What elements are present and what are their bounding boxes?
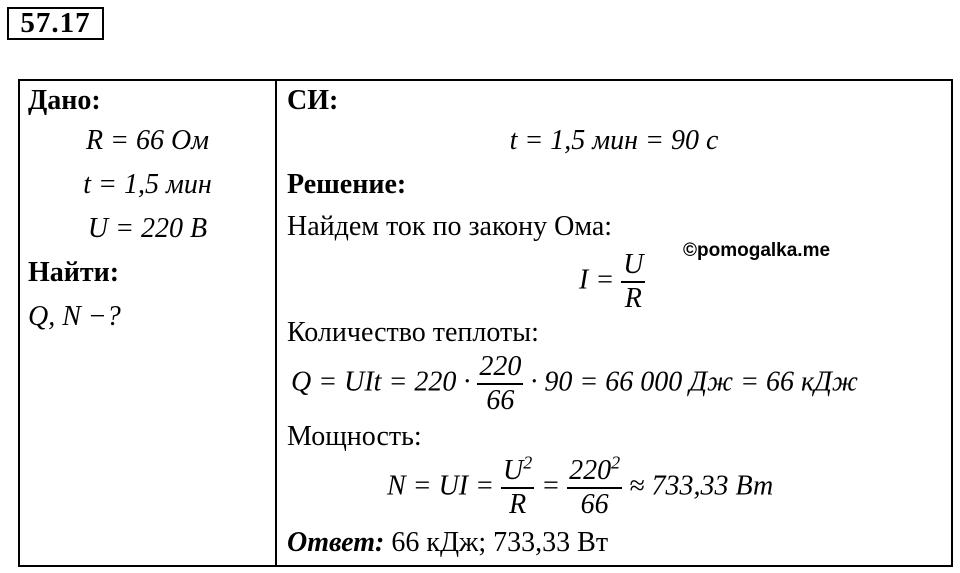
power-denominator-2: 66 <box>580 489 609 520</box>
si-conversion: t = 1,5 мин = 90 с <box>509 125 719 156</box>
power-num2-base: 220 <box>569 455 612 486</box>
solution-column <box>277 81 951 565</box>
watermark: ©pomogalka.me <box>683 240 831 261</box>
heat-numerator: 220 <box>477 351 523 385</box>
power-rhs: ≈ 733,33 Вт <box>629 470 774 502</box>
step1-text: Найдем ток по закону Ома: <box>287 211 613 242</box>
si-header: СИ: <box>287 85 339 116</box>
given-voltage: U = 220 В <box>87 213 208 244</box>
step3-text: Мощность: <box>287 421 422 452</box>
power-num1-exp: 2 <box>523 452 533 473</box>
power-numerator-2 <box>567 452 622 489</box>
ohm-law-formula <box>579 249 645 315</box>
answer-label: Ответ: <box>287 527 385 558</box>
power-fraction-1 <box>501 452 534 521</box>
answer-line <box>287 527 608 559</box>
heat-rhs: · 90 = 66 000 Дж = 66 кДж <box>530 366 858 398</box>
ohm-law-lhs: I = <box>579 264 615 296</box>
power-num2-exp: 2 <box>611 452 621 473</box>
power-denominator-1: R <box>509 489 527 520</box>
given-resistance: R = 66 Ом <box>85 125 210 156</box>
heat-fraction <box>477 351 523 417</box>
ohm-law-numerator: U <box>621 249 645 283</box>
solution-header: Решение: <box>287 169 407 200</box>
given-header: Дано: <box>28 85 101 116</box>
heat-lhs: Q = UIt = 220 · <box>291 366 471 398</box>
heat-denominator: 66 <box>486 385 515 416</box>
power-num1-base: U <box>503 455 524 486</box>
power-fraction-2 <box>567 452 622 521</box>
power-formula <box>387 452 774 521</box>
power-lhs: N = UI = <box>387 470 495 502</box>
step2-text: Количество теплоты: <box>287 317 539 348</box>
ohm-law-fraction <box>621 249 645 315</box>
given-time: t = 1,5 мин <box>83 169 212 200</box>
problem-number: 57.17 <box>7 7 104 40</box>
power-equals: = <box>541 470 561 502</box>
power-numerator-1 <box>501 452 534 489</box>
heat-formula <box>291 351 858 417</box>
find-quantities: Q, N −? <box>28 301 121 332</box>
answer-value: 66 кДж; 733,33 Вт <box>391 527 609 558</box>
ohm-law-denominator: R <box>624 283 642 314</box>
given-column <box>20 81 275 565</box>
find-header: Найти: <box>28 257 120 288</box>
